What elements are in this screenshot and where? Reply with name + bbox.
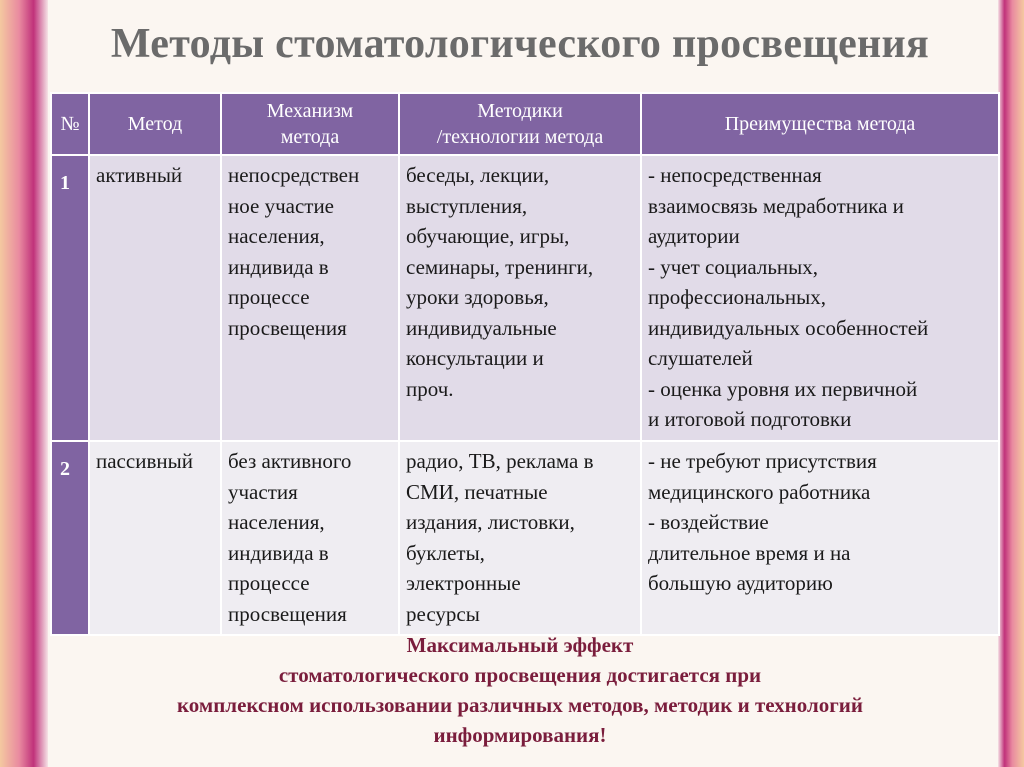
left-decorative-stripe xyxy=(0,0,48,767)
method-cell: пассивный xyxy=(89,441,221,635)
advantages-cell: - непосредственная взаимосвязь медработника и аудитории - учет социальных, профессиональных, индивидуальных особенностей слушателей - оценка уровня их первичной и итоговой подготовки xyxy=(641,155,999,441)
conclusion-text: Максимальный эффект стоматологического просвещения достигается при комплексном использовании различных методов, методик и технологий информирования! xyxy=(176,633,864,747)
right-decorative-stripe xyxy=(998,0,1024,767)
header-method: Метод xyxy=(89,93,221,155)
mechanism-cell: без активного участия населения, индивида в процессе просвещения xyxy=(221,441,399,635)
techniques-cell: радио, ТВ, реклама в СМИ, печатные издания, листовки, буклеты, электронные ресурсы xyxy=(399,441,641,635)
row-number: 1 xyxy=(51,155,89,441)
slide-title: Методы стоматологического просвещения xyxy=(110,21,930,67)
techniques-cell: беседы, лекции, выступления, обучающие, игры, семинары, тренинги, уроки здоровья, индивидуальные консультации и проч. xyxy=(399,155,641,441)
header-techniques: Методики /технологии метода xyxy=(399,93,641,155)
table-row xyxy=(51,441,999,635)
table-row xyxy=(51,155,999,441)
row-number: 2 xyxy=(51,441,89,635)
header-advantages: Преимущества метода xyxy=(641,93,999,155)
table-header-row xyxy=(51,93,999,155)
header-number: № xyxy=(51,93,89,155)
mechanism-cell: непосредствен ное участие населения, индивида в процессе просвещения xyxy=(221,155,399,441)
header-mechanism: Механизм метода xyxy=(221,93,399,155)
method-cell: активный xyxy=(89,155,221,441)
advantages-cell: - не требуют присутствия медицинского работника - воздействие длительное время и на большую аудиторию xyxy=(641,441,999,635)
methods-table xyxy=(50,92,1000,636)
